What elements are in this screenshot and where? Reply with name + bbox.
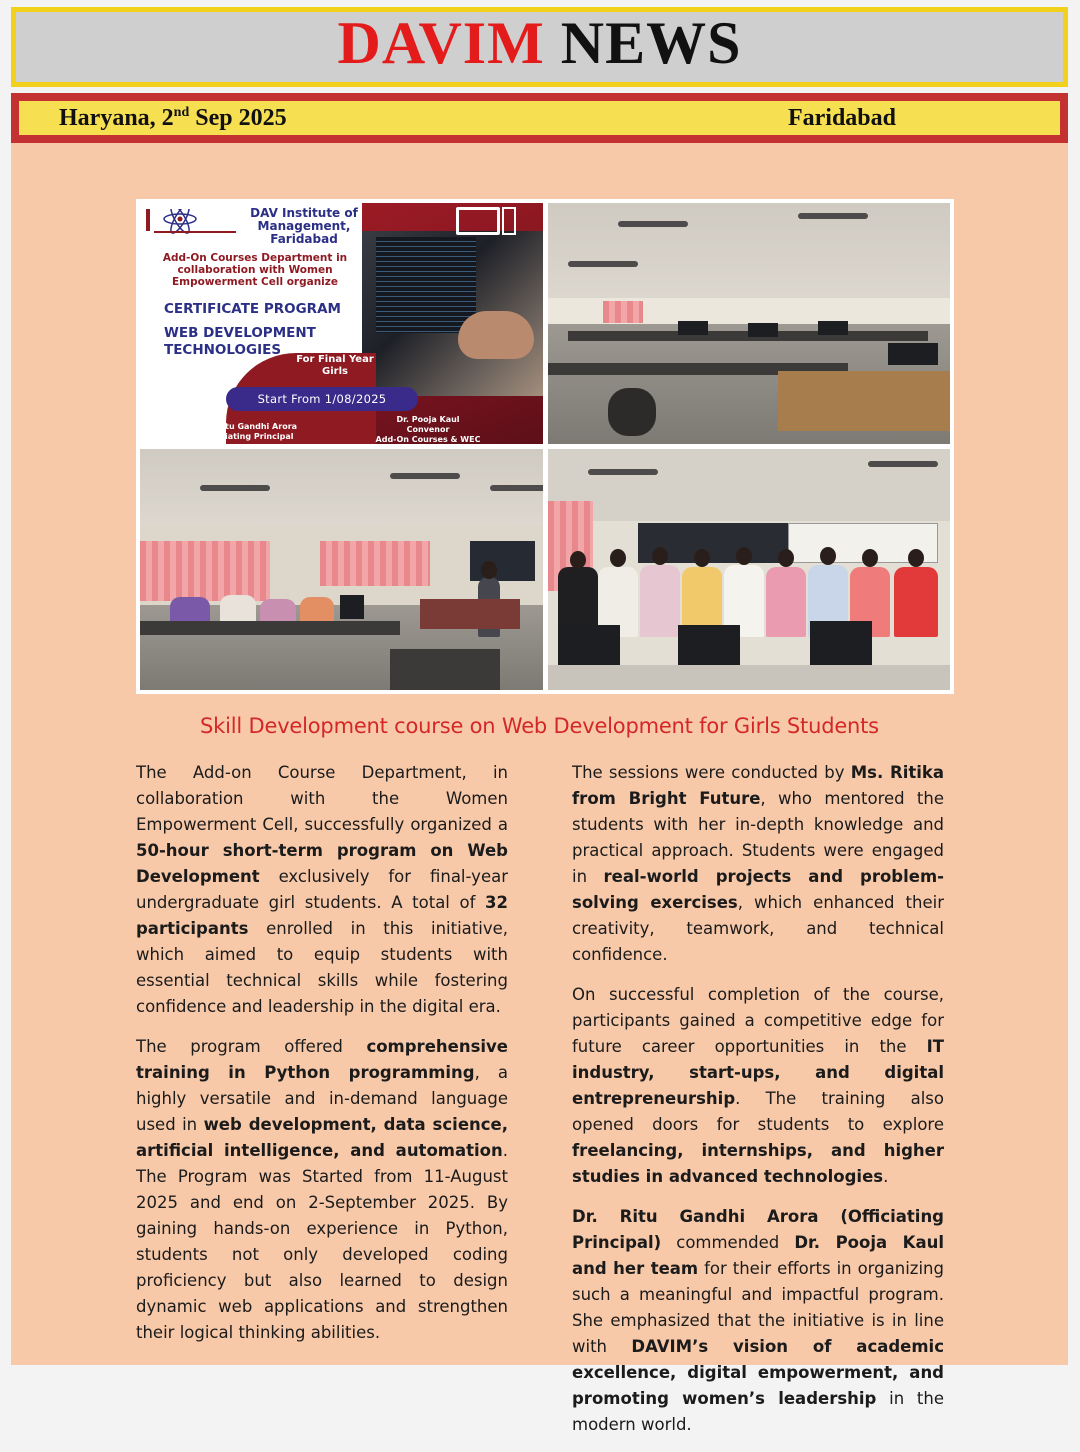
signatory1-name: Dr. Ritu Gandhi Arora — [200, 422, 298, 431]
window-curtain — [320, 541, 430, 586]
text-run: . — [883, 1167, 889, 1186]
computer-monitor — [678, 625, 740, 667]
poster-audience: For Final Year Girls — [296, 354, 374, 377]
ceiling-fan-icon — [618, 221, 688, 227]
ceiling-fan-icon — [200, 485, 270, 491]
student — [766, 567, 806, 637]
text-run-bold: Dr. Pooja Kaul and her team — [572, 1233, 944, 1278]
davim-logo — [146, 209, 242, 237]
student-head — [778, 549, 794, 567]
poster-program: CERTIFICATE PROGRAM — [164, 301, 341, 317]
article-column-left — [136, 760, 508, 1360]
newsletter-title — [337, 10, 742, 76]
dateline-city: Faridabad — [787, 104, 896, 131]
text-run: . The Program was Started from 11-August 2025 and end on 2-September 2025. By gaining hands-on experience in Python, students not only developed coding proficiency but also learned to design dynamic web applications and strengthen their logical thinking abilities. — [136, 1141, 508, 1342]
text-run: exclusively for final-year undergraduate girl students. A total of — [136, 867, 508, 912]
computer-monitor — [558, 625, 620, 667]
text-run-bold: freelancing, internships, and higher studies in advanced technologies — [572, 1141, 944, 1186]
poster-start-date: Start From 1/08/2025 — [226, 387, 418, 411]
dateline-ordinal: nd — [173, 104, 190, 120]
dateline-month-year: Sep 2025 — [189, 104, 287, 131]
wooden-table — [778, 371, 950, 431]
computer-monitor — [810, 621, 872, 665]
dateline-date — [59, 105, 287, 132]
student-head — [610, 549, 626, 567]
title-word-news: NEWS — [560, 10, 742, 76]
ceiling-fan-icon — [798, 213, 868, 219]
paragraph — [572, 760, 944, 968]
ceiling-fan-icon — [490, 485, 543, 491]
computer-monitor — [678, 321, 708, 335]
student-head — [820, 547, 836, 565]
text-run-bold: Ms. Ritika from Bright Future — [572, 763, 945, 808]
text-run-bold: Dr. Ritu Gandhi Arora (Officiating Principal) — [572, 1207, 944, 1252]
computer-desk — [548, 665, 950, 690]
text-run: The Add-on Course Department, in collaboration with the Women Empowerment Cell, successfully organized a — [136, 763, 508, 834]
dateline-place: Haryana, 2 — [59, 104, 174, 131]
text-run-bold: web development, data science, artificial intelligence, and automation — [136, 1115, 508, 1160]
poster-institute-name: DAV Institute of Management, Faridabad — [250, 206, 358, 246]
text-run: enrolled in this initiative, which aimed to equip students with essential technical skills while fostering confidence and leadership in the digital era. — [136, 919, 508, 1016]
lab-desk-row — [140, 621, 400, 635]
dateline-inner — [19, 101, 1060, 135]
course-poster — [140, 203, 543, 444]
poster-course-line2: TECHNOLOGIES — [164, 342, 282, 358]
student-head — [862, 549, 878, 567]
laptop-screen — [376, 237, 476, 333]
text-run: in the modern world. — [572, 1389, 944, 1434]
paragraph — [572, 1204, 944, 1438]
text-run: for their efforts in organizing such a meaningful and impactful program. She emphasized that the initiative is in line with — [572, 1259, 944, 1356]
text-run-bold: IT industry, start-ups, and digital entrepreneurship — [572, 1037, 944, 1108]
lab-photo-students — [140, 449, 543, 690]
ceiling-fan-icon — [568, 261, 638, 267]
poster-department: Add-On Courses Department in collaboration with Women Empowerment Cell organize — [162, 252, 348, 288]
text-run-bold: 32 participants — [136, 893, 508, 938]
page-body — [11, 143, 1068, 1434]
text-run-bold: comprehensive training in Python programming — [136, 1037, 508, 1082]
poster-signatory-principal — [174, 422, 324, 442]
projector-screen — [470, 541, 535, 581]
computer-icon — [456, 207, 500, 235]
paragraph — [136, 1034, 508, 1346]
text-run: , who mentored the students with her in-depth knowledge and practical approach. Students were engaged in — [572, 789, 944, 886]
computer-monitor — [818, 321, 848, 335]
paragraph — [572, 982, 944, 1190]
signatory2-name: Dr. Pooja Kaul — [396, 415, 460, 424]
ceiling-fan-icon — [390, 473, 460, 479]
student-head — [694, 549, 710, 567]
text-run-bold: real-world projects and problem-solving exercises — [572, 867, 944, 912]
signatory2-dept: Add-On Courses & WEC — [375, 435, 481, 444]
text-run: On successful completion of the course, participants gained a competitive edge for future career opportunities in the — [572, 985, 944, 1056]
masthead-inner — [16, 12, 1063, 82]
computer-monitor — [340, 595, 364, 619]
lab-ceiling — [548, 203, 950, 304]
cpu-tower-icon — [502, 207, 516, 235]
chair — [608, 388, 656, 436]
computer-monitor — [748, 323, 778, 337]
text-run: , which enhanced their creativity, teamwork, and technical confidence. — [572, 893, 944, 964]
text-run: commended — [661, 1233, 795, 1252]
typing-hand — [458, 311, 534, 359]
computer-desk — [390, 649, 500, 690]
signatory2-role: Convenor — [406, 425, 450, 434]
article-column-right — [572, 760, 944, 1452]
photo-collage — [136, 199, 954, 694]
signatory1-role: Officiating Principal — [204, 432, 294, 441]
room-ceiling — [548, 449, 950, 521]
computer-monitor — [888, 343, 938, 365]
masthead — [11, 7, 1068, 87]
text-run-bold: 50-hour short-term program on Web Development — [136, 841, 508, 886]
window-curtain — [603, 301, 643, 323]
student-head — [570, 551, 586, 569]
paragraph — [136, 760, 508, 1020]
group-photo — [548, 449, 950, 690]
sofa — [420, 599, 520, 629]
ceiling-fan-icon — [868, 461, 938, 467]
text-run: . The training also opened doors for students to explore — [572, 1089, 944, 1134]
text-run-bold: DAVIM’s vision of academic excellence, digital empowerment, and promoting women’s leadership — [572, 1337, 944, 1408]
poster-course-line1: WEB DEVELOPMENT — [164, 325, 316, 341]
lab-photo-empty — [548, 203, 950, 444]
student-head — [908, 549, 924, 567]
poster-signatory-convenor — [348, 415, 508, 444]
student — [894, 567, 938, 637]
text-run: The program offered — [136, 1037, 367, 1056]
text-run: , a highly versatile and in-demand language used in — [136, 1063, 508, 1134]
ceiling-fan-icon — [588, 469, 658, 475]
student-head — [652, 547, 668, 565]
student — [640, 565, 680, 637]
title-word-davim: DAVIM — [337, 10, 545, 76]
instructor-head — [481, 561, 497, 579]
dateline-bar — [11, 93, 1068, 143]
student-head — [736, 547, 752, 565]
text-run: The sessions were conducted by — [572, 763, 851, 782]
window-curtain — [140, 541, 270, 601]
article-headline: Skill Development course on Web Development for Girls Students — [200, 714, 879, 738]
